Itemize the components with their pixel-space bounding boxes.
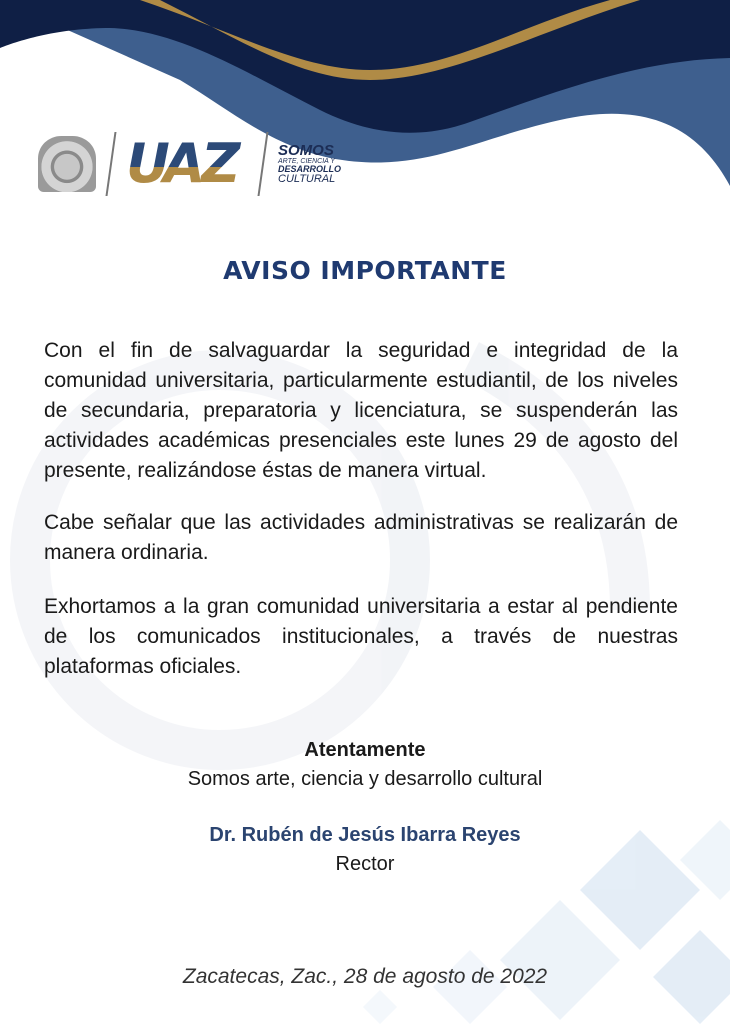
motto: Somos arte, ciencia y desarrollo cultural <box>187 768 543 790</box>
slogan-logo <box>278 143 341 185</box>
notice-title: AVISO IMPORTANTE <box>223 256 507 285</box>
date-line: Zacatecas, Zac., 28 de agosto de 2022 <box>182 965 548 988</box>
signer-name: Dr. Rubén de Jesús Ibarra Reyes <box>209 824 521 846</box>
slogan-line: SOMOS <box>278 142 334 159</box>
paragraph: Cabe señalar que las actividades administrativas se realizarán de manera ordinaria. <box>44 511 678 564</box>
slogan-line: ARTE, CIENCIA Y <box>278 158 336 165</box>
signer-position: Rector <box>335 853 395 875</box>
slogan-line: CULTURAL <box>278 173 336 185</box>
divider <box>106 132 117 196</box>
header-logos <box>38 132 341 196</box>
salutation: Atentamente <box>304 739 426 761</box>
slogan-line: DESARROLLO <box>278 164 341 174</box>
uaz-logo: UAZ <box>126 134 248 194</box>
paragraph: Exhortamos a la gran comunidad universitaria a estar al pendiente de los comunicados institucionales, a través de nuestras plataformas oficiales. <box>44 595 678 678</box>
paragraph: Con el fin de salvaguardar la seguridad e integridad de la comunidad universitaria, particularmente estudiantil, de los niveles de secundaria, preparatoria y licenciatura, se suspenderán las actividades académicas presenciales este lunes 29 de agosto del presente, realizándose éstas de manera virtual. <box>44 339 678 482</box>
divider <box>258 132 269 196</box>
university-seal-logo <box>38 136 96 192</box>
